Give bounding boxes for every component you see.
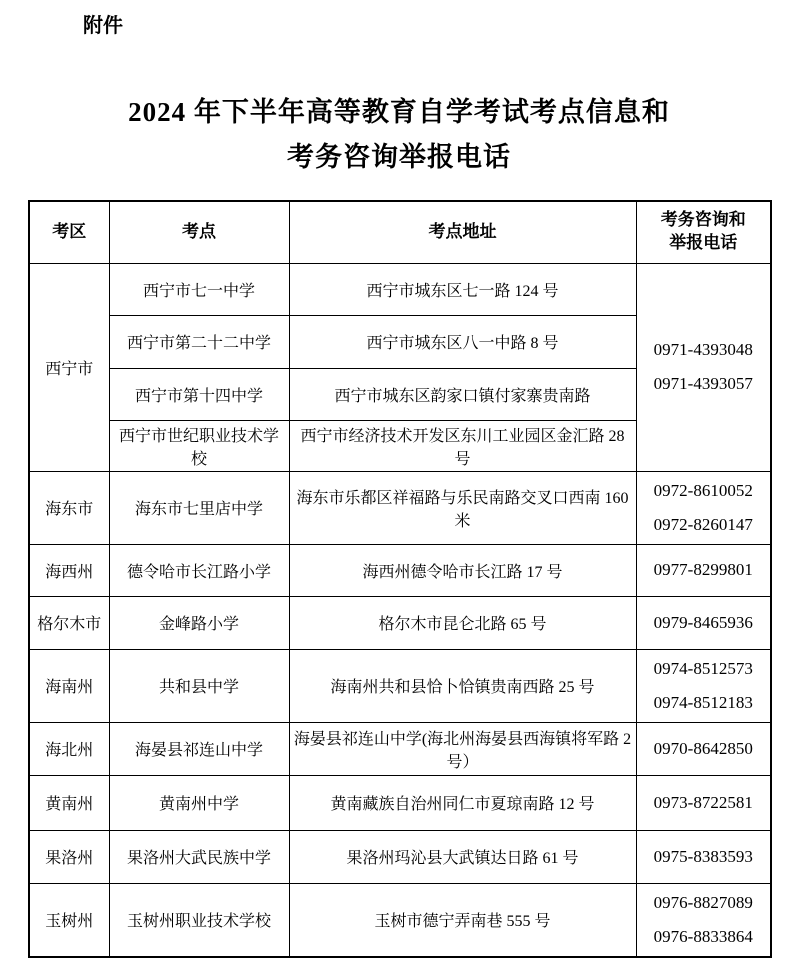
table-row xyxy=(29,775,771,830)
table-row xyxy=(29,471,771,544)
phone-number: 0971-4393048 xyxy=(653,340,753,359)
address-cell: 黄南藏族自治州同仁市夏琼南路 12 号 xyxy=(289,775,636,830)
address-cell: 果洛州玛沁县大武镇达日路 61 号 xyxy=(289,830,636,883)
region-cell: 果洛州 xyxy=(29,830,109,883)
table-row xyxy=(29,544,771,596)
address-cell: 西宁市城东区韵家口镇付家寨贵南路 xyxy=(289,368,636,420)
phone-number: 0976-8827089 xyxy=(653,892,753,912)
region-cell: 海北州 xyxy=(29,722,109,775)
table-row xyxy=(29,263,771,315)
site-cell: 黄南州中学 xyxy=(109,775,289,830)
table-header-row xyxy=(29,201,771,263)
phone-number: 0972-8610052 xyxy=(653,480,753,500)
site-cell: 海晏县祁连山中学 xyxy=(109,722,289,775)
table-row xyxy=(29,883,771,957)
phone-number: 0972-8260147 xyxy=(653,514,753,534)
phone-number: 0975-8383593 xyxy=(653,846,753,866)
phone-number: 0977-8299801 xyxy=(653,560,753,579)
address-cell: 海东市乐都区祥福路与乐民南路交叉口西南 160 米 xyxy=(289,471,636,544)
address-cell: 玉树市德宁弄南巷 555 号 xyxy=(289,883,636,957)
region-cell: 海西州 xyxy=(29,544,109,596)
site-cell: 西宁市七一中学 xyxy=(109,263,289,315)
site-cell: 果洛州大武民族中学 xyxy=(109,830,289,883)
phone-number: 0976-8833864 xyxy=(653,926,753,946)
site-cell: 西宁市第二十二中学 xyxy=(109,315,289,368)
header-site: 考点 xyxy=(109,201,289,263)
region-cell: 玉树州 xyxy=(29,883,109,957)
attachment-label: 附件 xyxy=(83,15,123,37)
address-cell: 西宁市城东区七一路 124 号 xyxy=(289,263,636,315)
address-cell: 海西州德令哈市长江路 17 号 xyxy=(289,544,636,596)
exam-sites-table xyxy=(28,200,772,958)
table-row xyxy=(29,830,771,883)
phone-cell xyxy=(636,263,771,471)
phone-cell xyxy=(636,596,771,649)
region-cell: 格尔木市 xyxy=(29,596,109,649)
address-cell: 西宁市城东区八一中路 8 号 xyxy=(289,315,636,368)
table-row xyxy=(29,596,771,649)
site-cell: 金峰路小学 xyxy=(109,596,289,649)
phone-cell xyxy=(636,722,771,775)
region-cell: 海南州 xyxy=(29,649,109,722)
phone-number: 0974-8512573 xyxy=(653,658,753,678)
site-cell: 西宁市世纪职业技术学校 xyxy=(109,420,289,471)
phone-number: 0979-8465936 xyxy=(653,612,753,632)
header-phone xyxy=(636,201,771,263)
page-title xyxy=(0,90,798,180)
table-row xyxy=(29,722,771,775)
site-cell: 海东市七里店中学 xyxy=(109,471,289,544)
phone-cell xyxy=(636,649,771,722)
page-title-line2: 考务咨询举报电话 xyxy=(287,142,511,172)
site-cell: 西宁市第十四中学 xyxy=(109,368,289,420)
region-cell: 海东市 xyxy=(29,471,109,544)
phone-cell xyxy=(636,471,771,544)
phone-cell xyxy=(636,883,771,957)
header-region: 考区 xyxy=(29,201,109,263)
phone-number: 0970-8642850 xyxy=(653,738,753,758)
address-cell: 海南州共和县恰卜恰镇贵南西路 25 号 xyxy=(289,649,636,722)
address-cell: 格尔木市昆仑北路 65 号 xyxy=(289,596,636,649)
table-row xyxy=(29,649,771,722)
phone-cell xyxy=(636,775,771,830)
phone-number: 0973-8722581 xyxy=(653,792,753,812)
page-title-line1: 2024 年下半年高等教育自学考试考点信息和 xyxy=(128,97,670,127)
phone-cell xyxy=(636,544,771,596)
region-cell: 西宁市 xyxy=(29,263,109,471)
phone-cell xyxy=(636,830,771,883)
phone-number: 0971-4393057 xyxy=(653,374,753,393)
header-phone-line2: 举报电话 xyxy=(669,233,738,253)
header-phone-line1: 考务咨询和 xyxy=(660,210,746,230)
address-cell: 西宁市经济技术开发区东川工业园区金汇路 28 号 xyxy=(289,420,636,471)
site-cell: 共和县中学 xyxy=(109,649,289,722)
region-cell: 黄南州 xyxy=(29,775,109,830)
phone-number: 0974-8512183 xyxy=(653,692,753,712)
site-cell: 玉树州职业技术学校 xyxy=(109,883,289,957)
header-address: 考点地址 xyxy=(289,201,636,263)
site-cell: 德令哈市长江路小学 xyxy=(109,544,289,596)
address-cell: 海晏县祁连山中学(海北州海晏县西海镇将军路 2 号） xyxy=(289,722,636,775)
